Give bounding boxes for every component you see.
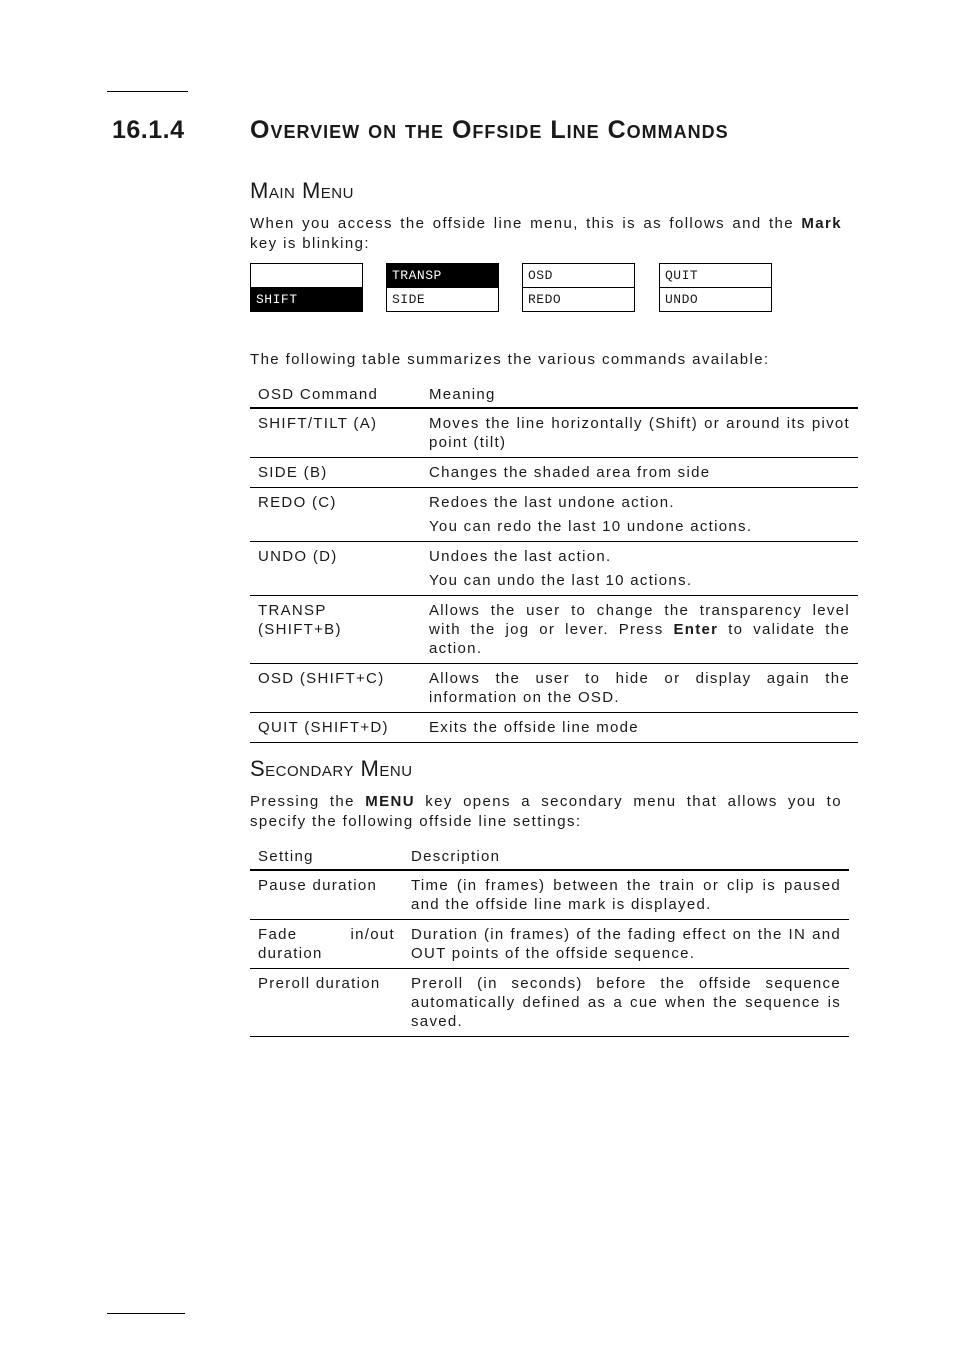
table-row <box>250 542 858 596</box>
table-row <box>250 969 849 1037</box>
meaning-cell: Undoes the last action. You can undo the last 10 actions. <box>421 542 858 596</box>
mark-key-name: Mark <box>801 215 842 232</box>
offside-settings-table <box>250 842 849 1037</box>
osd-box-3-bottom: REDO <box>528 292 562 307</box>
command-cell: REDO (C) <box>250 488 421 542</box>
command-cell: SHIFT/TILT (A) <box>250 408 421 458</box>
enter-key-name: Enter <box>673 621 719 638</box>
meaning-cell: Allows the user to change the transparency level with the jog or lever. Press Enter to validate the action. <box>421 596 858 664</box>
command-cell: UNDO (D) <box>250 542 421 596</box>
osd-box-2-top: TRANSP <box>387 264 498 288</box>
osd-box-4-bottom: UNDO <box>665 292 699 307</box>
setting-cell: Pause duration <box>250 870 403 920</box>
meaning-cell: Allows the user to hide or display again the information on the OSD. <box>421 664 858 713</box>
osd-box-1 <box>250 263 363 312</box>
osd-box-2 <box>386 263 499 312</box>
table-header-row <box>250 842 849 870</box>
osd-box-3 <box>522 263 635 312</box>
table-row <box>250 713 858 743</box>
table-row <box>250 664 858 713</box>
osd-box-2-bottom: SIDE <box>392 292 426 307</box>
setting-cell: Preroll duration <box>250 969 403 1037</box>
column-header: Description <box>403 842 849 870</box>
description-cell: Duration (in frames) of the fading effect on the IN and OUT points of the offside sequence. <box>403 920 849 969</box>
section-number: 16.1.4 <box>112 116 185 144</box>
main-menu-intro: When you access the offside line menu, this is as follows and the Mark key is blinking: <box>250 215 842 252</box>
table-row <box>250 408 858 458</box>
meaning-cell: Redoes the last undone action. You can redo the last 10 undone actions. <box>421 488 858 542</box>
description-cell: Preroll (in seconds) before the offside sequence automatically defined as a cue when the sequence is saved. <box>403 969 849 1037</box>
main-menu-heading: Main Menu <box>250 178 354 203</box>
column-header: Setting <box>250 842 403 870</box>
osd-box-1-bottom: SHIFT <box>251 288 362 312</box>
table-row <box>250 596 858 664</box>
table-row <box>250 870 849 920</box>
description-cell: Time (in frames) between the train or clip is paused and the offside line mark is displayed. <box>403 870 849 920</box>
table-header-row <box>250 380 858 408</box>
osd-box-3-top: OSD <box>523 264 634 288</box>
osd-box-1-top <box>251 264 362 288</box>
header-rule <box>107 91 188 92</box>
menu-key-name: MENU <box>365 793 415 810</box>
command-cell: TRANSP (SHIFT+B) <box>250 596 421 664</box>
secondary-menu-heading: Secondary Menu <box>250 756 413 781</box>
column-header: Meaning <box>421 380 858 408</box>
meaning-cell: Moves the line horizontally (Shift) or around its pivot point (tilt) <box>421 408 858 458</box>
osd-commands-table <box>250 380 858 743</box>
command-cell: OSD (SHIFT+C) <box>250 664 421 713</box>
secondary-menu-intro: Pressing the MENU key opens a secondary menu that allows you to specify the following offside line settings: <box>250 793 842 830</box>
table-row <box>250 488 858 542</box>
commands-table-intro: The following table summarizes the various commands available: <box>250 351 770 368</box>
osd-box-4 <box>659 263 772 312</box>
osd-box-4-top: QUIT <box>660 264 771 288</box>
command-cell: QUIT (SHIFT+D) <box>250 713 421 743</box>
setting-cell: Fade in/out duration <box>250 920 403 969</box>
command-cell: SIDE (B) <box>250 458 421 488</box>
footer-rule <box>107 1313 185 1314</box>
section-title: Overview on the Offside Line Commands <box>250 116 729 144</box>
meaning-cell: Exits the offside line mode <box>421 713 858 743</box>
meaning-cell: Changes the shaded area from side <box>421 458 858 488</box>
column-header: OSD Command <box>250 380 421 408</box>
table-row <box>250 920 849 969</box>
table-row <box>250 458 858 488</box>
